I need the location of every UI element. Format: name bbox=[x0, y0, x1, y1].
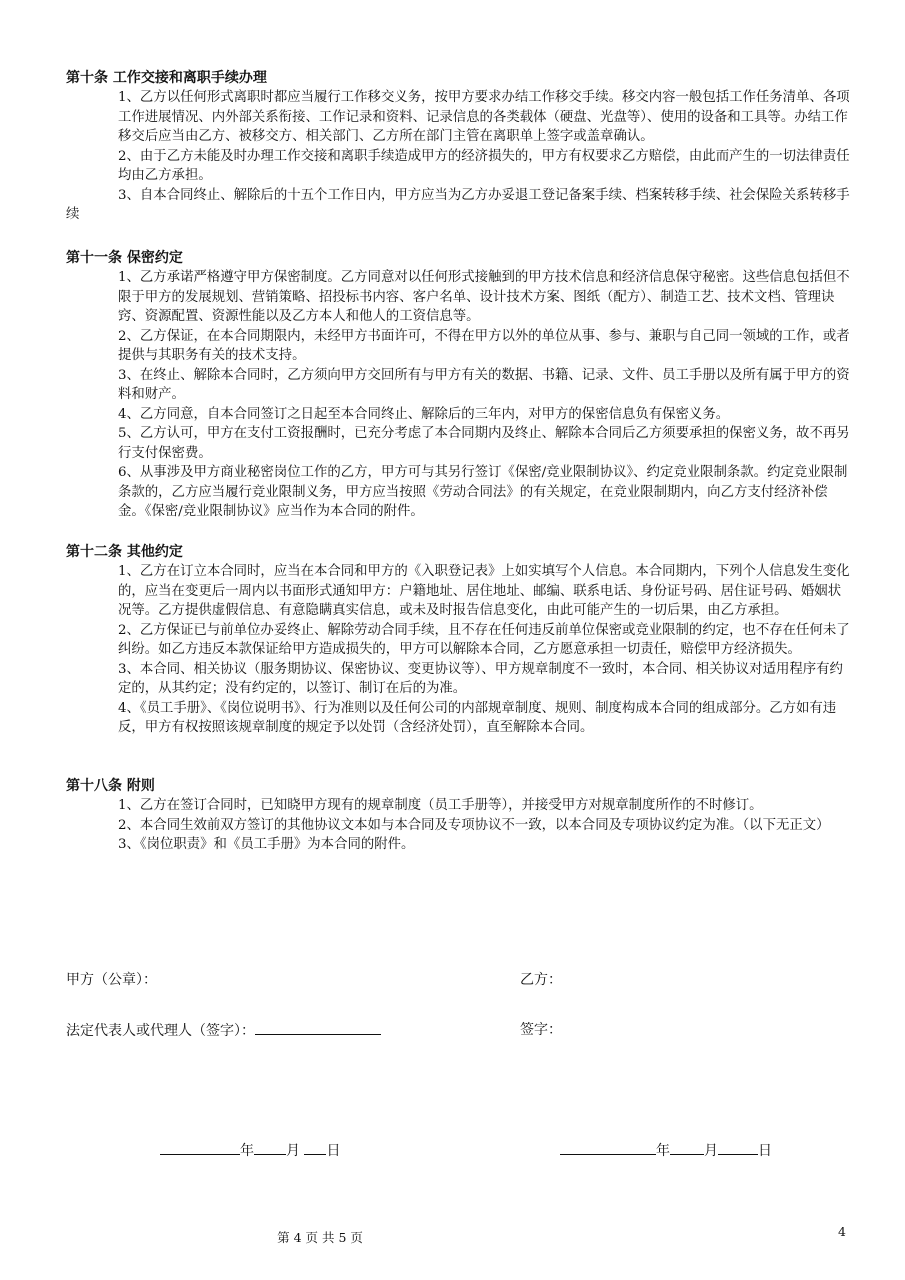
clause-item: 3、本合同、相关协议（服务期协议、保密协议、变更协议等）、甲方规章制度不一致时，本合同、相关协议对适用程序有约定的，从其约定；没有约定的，以签订、制订在后的为准。 bbox=[118, 661, 843, 696]
party-b-label: 乙方： bbox=[520, 972, 562, 988]
day-blank[interactable] bbox=[718, 1140, 758, 1155]
day-label: 日 bbox=[758, 1143, 772, 1159]
party-a-label: 甲方（公章）： bbox=[66, 972, 157, 988]
clause-item: 1、乙方承诺严格遵守甲方保密制度。乙方同意对以任何形式接触到的甲方技术信息和经济信息保守秘密。这些信息包括但不限于甲方的发展规划、营销策略、招投标书内容、客户名单、设计技术方案、图纸（配方）、制造工艺、技术文档、管理诀窍、资源配置、资源性能以及乙方本人和他人的工资信息等。 bbox=[118, 270, 850, 324]
year-blank[interactable] bbox=[560, 1140, 656, 1155]
clause-item: 1、乙方以任何形式离职时都应当履行工作移交义务，按甲方要求办结工作移交手续。移交内容一般包括工作任务清单、各项工作进展情况、内外部关系衔接、工作记录和资料、记录信息的各类载体（硬盘、光盘等）、使用的设备和工具等。办结工作移交后应当由乙方、被移交方、相关部门、乙方所在部门主管在离职单上签字或盖章确认。 bbox=[118, 90, 850, 144]
day-blank[interactable] bbox=[304, 1140, 326, 1155]
legal-rep-row bbox=[66, 1020, 381, 1041]
clause-item: 1、乙方在订立本合同时，应当在本合同和甲方的《入职登记表》上如实填写个人信息。本合同期内，下列个人信息发生变化的，应当在变更后一周内以书面形式通知甲方：户籍地址、居住地址、邮编、联系电话、身份证号码、居住证号码、婚姻状况等。乙方提供虚假信息、有意隐瞒真实信息，或未及时报告信息变化，由此可能产生的一切后果，由乙方承担。 bbox=[118, 564, 850, 618]
section-11 bbox=[66, 248, 856, 522]
section-heading: 第十条 工作交接和离职手续办理 bbox=[66, 70, 267, 86]
party-b-date bbox=[560, 1140, 772, 1161]
party-a-date bbox=[160, 1140, 340, 1161]
party-b-sign-label: 签字： bbox=[520, 1022, 562, 1038]
section-10 bbox=[66, 68, 856, 225]
page-footer: 第 4 页 共 5 页 bbox=[277, 1230, 363, 1245]
clause-item: 3、《岗位职责》和《员工手册》为本合同的附件。 bbox=[118, 837, 415, 852]
day-label: 日 bbox=[326, 1143, 341, 1159]
year-label: 年 bbox=[240, 1143, 254, 1159]
month-blank[interactable] bbox=[254, 1140, 286, 1155]
legal-rep-signature-line[interactable] bbox=[255, 1020, 381, 1035]
clause-item: 4、《员工手册》、《岗位说明书》、行为准则以及任何公司的内部规章制度、规则、制度构成本合同的组成部分。乙方如有违反，甲方有权按照该规章制度的规定予以处罚（含经济处罚），直至解除本合同。 bbox=[118, 700, 837, 735]
legal-rep-label: 法定代表人或代理人（签字）： bbox=[66, 1023, 255, 1039]
section-heading: 第十八条 附则 bbox=[66, 778, 155, 794]
clause-item: 2、由于乙方未能及时办理工作交接和离职手续造成甲方的经济损失的，甲方有权要求乙方赔偿，由此而产生的一切法律责任均由乙方承担。 bbox=[118, 148, 850, 183]
month-label: 月 bbox=[286, 1143, 300, 1159]
page-number: 4 bbox=[838, 1224, 846, 1239]
clause-item: 1、乙方在签订合同时，已知晓甲方现有的规章制度（员工手册等），并接受甲方对规章制度所作的不时修订。 bbox=[118, 798, 763, 813]
section-heading: 第十一条 保密约定 bbox=[66, 250, 183, 266]
section-12 bbox=[66, 542, 856, 738]
section-18 bbox=[66, 776, 856, 855]
clause-item: 5、乙方认可，甲方在支付工资报酬时，已充分考虑了本合同期内及终止、解除本合同后乙方须要承担的保密义务，故不再另行支付保密费。 bbox=[118, 426, 850, 461]
clause-item: 6、从事涉及甲方商业秘密岗位工作的乙方，甲方可与其另行签订《保密/竞业限制协议》、约定竞业限制条款。约定竞业限制条款的，乙方应当履行竞业限制义务，甲方应当按照《劳动合同法》的有关规定，在竞业限制期内，向乙方支付经济补偿金。《保密/竞业限制协议》应当作为本合同的附件。 bbox=[118, 465, 848, 519]
month-label: 月 bbox=[704, 1143, 718, 1159]
section-heading: 第十二条 其他约定 bbox=[66, 544, 183, 560]
clause-item: 3、在终止、解除本合同时，乙方须向甲方交回所有与甲方有关的数据、书籍、记录、文件、员工手册以及所有属于甲方的资料和财产。 bbox=[118, 367, 850, 402]
year-label: 年 bbox=[656, 1143, 670, 1159]
clause-item: 3、自本合同终止、解除后的十五个工作日内，甲方应当为乙方办妥退工登记备案手续、档案转移手续、社会保险关系转移手续 bbox=[66, 187, 850, 222]
month-blank[interactable] bbox=[670, 1140, 704, 1155]
clause-item: 2、本合同生效前双方签订的其他协议文本如与本合同及专项协议不一致，以本合同及专项协议约定为准。（以下无正文） bbox=[118, 817, 830, 833]
clause-item: 2、乙方保证，在本合同期限内，未经甲方书面许可，不得在甲方以外的单位从事、参与、兼职与自己同一领域的工作，或者提供与其职务有关的技术支持。 bbox=[118, 328, 850, 363]
clause-item: 2、乙方保证已与前单位办妥终止、解除劳动合同手续，且不存在任何违反前单位保密或竞业限制的约定，也不存在任何未了纠纷。如乙方违反本款保证给甲方造成损失的，甲方可以解除本合同，乙方愿意承担一切责任，赔偿甲方经济损失。 bbox=[118, 622, 850, 657]
clause-item: 4、乙方同意，自本合同签订之日起至本合同终止、解除后的三年内，对甲方的保密信息负有保密义务。 bbox=[118, 406, 730, 422]
year-blank[interactable] bbox=[160, 1140, 240, 1155]
